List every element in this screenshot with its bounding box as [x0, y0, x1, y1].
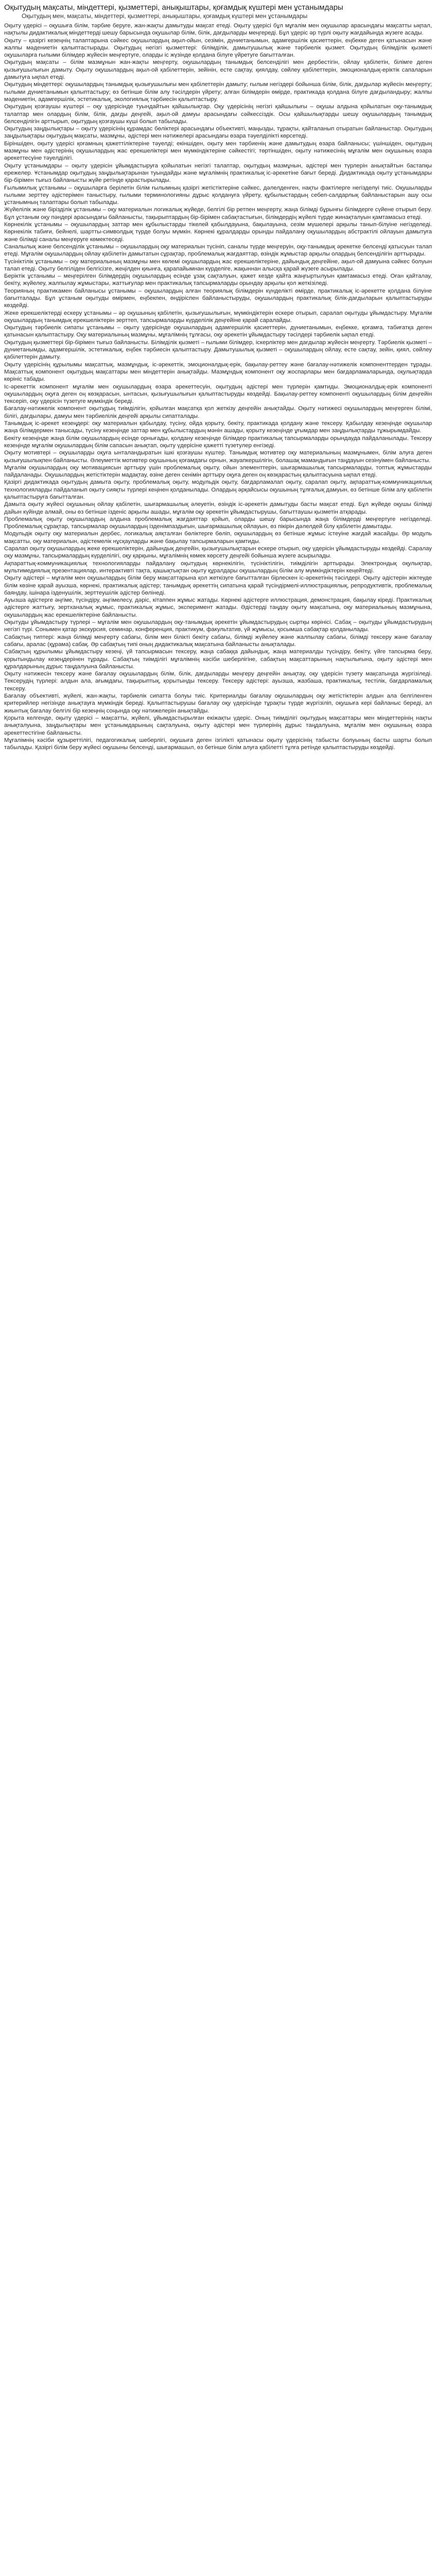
body-paragraph: Теорияның практикамен байланысы ұстанымы – оқушылардың алған теориялық білімдерін күнделікті өмірде, практикалық іс-әрекетте қолдана білуіне бағытталады. Бұл ұстаным оқытуды өмірмен, еңбекпен, өндіріспен байланыстыруды, оқушылардың практикалық білік-дағдыларын қалыптастыруды көздейді.	[4, 287, 432, 309]
body-paragraph: Модульдік оқыту оқу материалын дербес, логикалық аяқталған бөліктерге бөліп, оқушылардың өз бетінше жұмыс істеуіне жағдай жасайды. Әр модуль мақсатты, оқу материалын, әдістемелік нұсқауларды және бақылау тапсырмаларын қамтиды.	[4, 531, 432, 545]
body-paragraph: Саралап оқыту оқушылардың жеке ерекшеліктерін, дайындық деңгейін, қызығушылықтарын ескере отырып, оқу үдерісін ұйымдастыруды көздейді. Саралау оқу мазмұны, тапсырмалардың күрделілігі, оқу қарқыны, мұғалімнің көмек көрсету деңгейі бойынша жүзеге асырылады.	[4, 546, 432, 560]
body-paragraph: Ауызша әдістерге әңгіме, түсіндіру, әңгімелесу, дәріс, кітаппен жұмыс жатады. Көрнекі әдістерге иллюстрация, демонстрация, бақылау кіреді. Практикалық әдістерге жаттығу, зертханалық жұмыс, практикалық жұмыс, эксперимент жатады. Әдістерді таңдау оқыту мақсатына, оқу материалының мазмұнына, оқушылардың жас ерекшеліктеріне байланысты.	[4, 597, 432, 618]
body-paragraph: Оқытудың қозғаушы күштері – оқу үдерісінде туындайтын қайшылықтар. Оқу үдерісінің негізгі қайшылығы – оқушы алдына қойылатын оқу-танымдық талаптар мен олардың білім, білік, дағды деңгейі, ақыл-ой дамуы арасындағы сәйкессіздік. Осы қайшылықтарды шешу оқушылардың танымдық белсенділігін арттырып, оқытудың қозғаушы күші болып табылады.	[4, 104, 432, 125]
body-paragraph: Іс-әрекеттік компонент мұғалім мен оқушылардың өзара әрекеттесуін, оқытудың әдістері мен түрлерін қамтиды. Эмоционалдық-ерік компоненті оқушылардың оқуға деген оң көзқарасын, ынтасын, қызығушылығын қалыптастыруды көздейді. Бақылау-реттеу компоненті оқушылардың білім деңгейін тексеріп, оқу үдерісін түзетуге мүмкіндік береді.	[4, 383, 432, 405]
document-subtitle: Оқытудың мен, мақсаты, міндеттері, қызметтері, анықыштары, қоғамдық күштері мен ұстанымдары	[22, 12, 308, 20]
body-paragraph: Қорыта келгенде, оқыту үдерісі – мақсатты, жүйелі, ұйымдастырылған екіжақты үдеріс. Оның тиімділігі оқытудың мақсаттары мен міндеттерінің нақты анықталуына, заңдылықтары мен ұстанымдарының сақталуына, оқыту әдістері мен түрлерінің дұрыс таңдалуына, мұғалім мен оқушының өзара әрекеттестігіне байланысты.	[4, 715, 432, 736]
body-paragraph: Көрнекілік ұстанымы – оқушылардың заттар мен құбылыстарды тікелей қабылдауына, бақылауына, сезім мүшелері арқылы танып-білуіне негізделеді. Көрнекілік табиғи, бейнелі, шартты-символдық түрде болуы мүмкін. Көрнекі құралдарды орынды пайдалану оқушылардың абстрактілі ойлауын дамытуға және білімді саналы меңгеруге көмектеседі.	[4, 222, 432, 243]
body-paragraph: Оқыту мотивтері – оқушыларды оқуға ынталандыратын ішкі қозғаушы күштер. Танымдық мотивтер оқу материалының мазмұнымен, білім алуға деген қызығушылықпен байланысты. Әлеуметтік мотивтер оқушының қоғамдағы орнын, жауапкершілігін, болашақ мамандығын таңдауын сезінуімен байланысты.	[4, 450, 432, 464]
body-paragraph: Ақпараттық-коммуникациялық технологияларды пайдалану оқытудың көрнекілігін, түсініктілігін, тиімділігін арттырады. Электрондық оқулықтар, мультимедиялық презентациялар, интерактивті тақта, қашықтықтан оқыту құралдары оқушылардың білім алу мүмкіндіктерін кеңейтеді.	[4, 560, 432, 574]
body-paragraph: Бағалау объективті, жүйелі, жан-жақты, тәрбиелік сипатта болуы тиіс. Критериалды бағалау оқушылардың оқу жетістіктерін алдын ала белгіленген критерийлер негізінде анықтауға мүмкіндік береді. Қалыптастырушы бағалау оқу үдерісінде тұрақты түрде жүргізіліп, оқушыға кері байланыс береді, ал жиынтық бағалау белгілі бір кезеңнің соңында оқу нәтижелерін анықтайды.	[4, 693, 432, 714]
body-paragraph: Оқытудың тәрбиелік сипаты ұстанымы – оқыту үдерісінде оқушылардың адамгершілік қасиеттерін, дүниетанымын, еңбекке, қоғамға, табиғатқа деген қатынасын қалыптастыру. Оқу материалының мазмұны, мұғалімнің тұлғасы, оқу әрекетін ұйымдастыру тәсілдері тәрбиелік ықпал етеді.	[4, 325, 432, 338]
body-paragraph: Оқыту үдерісі – оқушыға білім, тәрбие беруге, жан-жақты дамытуды мақсат етеді. Оқыту үдерісі бұл мұғалім мен оқушылар арасындағы мақсатты ықпал, нақтылы дидактикалық міндеттерді шешу барысында оқушылар білім, білік, дағдыларды меңгереді. Бұл үдеріс әр түрлі оқыту жағдайында жүзеге асады.	[4, 23, 432, 37]
body-paragraph: Проблемалық оқыту оқушылардың алдына проблемалық жағдаяттар қойып, оларды шешу барысында жаңа білімдерді меңгертуге негізделеді. Проблемалық сұрақтар, тапсырмалар оқушылардың ізденімпаздығын, шығармашылық ойлауын, өз пікірін дәлелдей білу қабілетін дамытады.	[4, 516, 432, 530]
body-paragraph: Оқытудың заңдылықтары – оқыту үдерісінің құрамдас бөліктері арасындағы объективті, маңызды, тұрақты, қайталанып отыратын байланыстар. Оқытудың заңдылықтары оқытудың мақсаты, мазмұны, әдістері мен нәтижелері арасындағы өзара тәуелділікті көрсетеді.	[4, 126, 432, 140]
body-paragraph: Қазіргі дидактикада оқытудың дамыта оқыту, проблемалық оқыту, модульдік оқыту, бағдарламалап оқыту, саралап оқыту, ақпараттық-коммуникациялық технологияларды пайдаланып оқыту сияқты түрлері кеңінен қолданылады. Олардың әрқайсысы оқушының тұлғалық дамуын, өз бетінше білім алу қабілетін қалыптастыруға бағытталған.	[4, 479, 432, 500]
body-paragraph: Оқытуды ұйымдастыру түрлері – мұғалім мен оқушылардың оқу-танымдық әрекетін ұйымдастырудың сыртқы көрінісі. Сабақ – оқытуды ұйымдастырудың негізгі түрі. Сонымен қатар экскурсия, семинар, конференция, практикум, факультатив, үй жұмысы, қосымша сабақтар қолданылады.	[4, 619, 432, 633]
body-paragraph: Сабақтың типтері: жаңа білімді меңгерту сабағы, білім мен білікті бекіту сабағы, білімді жүйелеу және жалпылау сабағы, білімді тексеру және бағалау сабағы, аралас (құрама) сабақ. Әр сабақтың типі оның дидактикалық мақсатына байланысты анықталады.	[4, 634, 432, 648]
body-paragraph: Оқыту әдістері – мұғалім мен оқушылардың білім беру мақсаттарына қол жеткізуге бағытталған бірлескен іс-әрекетінің тәсілдері. Оқыту әдістерін жіктеуде білім көзіне қарай ауызша, көрнекі, практикалық әдістер; танымдық әрекеттің сипатына қарай түсіндірмелі-иллюстрациялық, репродуктивтік, проблемалық баяндау, ішінара ізденушілік, зерттеушілік әдістер бөлінеді.	[4, 575, 432, 596]
body-paragraph: Жеке ерекшеліктерді ескеру ұстанымы – әр оқушының қабілетін, қызығушылығын, мүмкіндіктерін ескере отырып, саралап оқытуды ұйымдастыру. Мұғалім оқушылардың танымдық ерекшеліктерін зерттеп, тапсырмаларды күрделілік деңгейіне қарай саралайды.	[4, 310, 432, 324]
body-paragraph: Оқыту – қазіргі кезеңнің талаптарына сәйкес оқушылардың ақыл-ойын, сезімін, дүниетанымын, адамгершілік қасиеттерін, еңбекке деген қатынасын және жалпы мәдениетін қалыптастырады. Оқытудың негізгі қызметтері: білімділік, дамытушылық және тәрбиелік қызмет. Оқытудың білімділік қызметі оқушыларға ғылыми білімдер жүйесін меңгертуге, оларды іс жүзінде қолдана білуге үйретуге бағытталған.	[4, 37, 432, 59]
body-paragraph: Мұғалімнің кәсіби құзыреттілігі, педагогикалық шеберлігі, оқушыға деген ізгілікті қатынасы оқыту үдерісінің табысты болуының басты шарты болып табылады. Қазіргі білім беру жүйесі оқушыны белсенді, шығармашыл, өз бетінше білім алуға қабілетті тұлға ретінде қалыптастыруды көздейді.	[4, 737, 432, 751]
body-paragraph: Біріншіден, оқыту үдерісі қоғамның қажеттіліктеріне тәуелді; екіншіден, оқыту мен тәрбиенің және дамытудың өзара байланысы; үшіншіден, оқытудың мазмұны мен әдістерінің оқушылардың жас ерекшеліктері мен мүмкіндіктеріне сәйкестігі; төртіншіден, оқыту нәтижесінің мұғалім мен оқушының өзара әрекеттесуіне тәуелділігі.	[4, 140, 432, 162]
body-paragraph: Беріктік ұстанымы – меңгерілген білімдердің оқушылардың есінде ұзақ сақталуын, қажет кезде қайта жаңғыртылуын қамтамасыз етеді. Оған қайталау, бекіту, жүйелеу, жалпылау жұмыстары, жаттығулар мен практикалық тапсырмаларды орындау арқылы қол жеткізіледі.	[4, 273, 432, 287]
body-paragraph: Оқыту нәтижесін тексеру және бағалау оқушылардың білім, білік, дағдыларды меңгеру деңгейін анықтау, оқу үдерісін түзету мақсатында жүргізіледі. Тексерудің түрлері: алдын ала, ағымдағы, тақырыптық, қорытынды тексеру. Тексеру әдістері: ауызша, жазбаша, практикалық, тестілік, бағдарламалық тексеру.	[4, 671, 432, 692]
body-paragraph: Танымдық іс-әрекет кезеңдері: оқу материалын қабылдау, түсіну, ойда қорыту, бекіту, практикада қолдану және тексеру. Қабылдау кезеңінде оқушылар жаңа білімдермен танысады, түсіну кезеңінде заттар мен құбылыстардың мәнін ашады, қорыту кезеңінде ұғымдар мен заңдылықтарды тұжырымдайды.	[4, 420, 432, 434]
body-paragraph: Дамыта оқыту жүйесі оқушының ойлау қабілетін, шығармашылық әлеуетін, өзіндік іс-әрекетін дамытуды басты мақсат етеді. Бұл жүйеде оқушы білімді дайын күйінде алмай, оны өз бетінше ізденіс арқылы ашады, мұғалім оқу әрекетін ұйымдастырушы, бағыттаушы қызметін атқарады.	[4, 501, 432, 515]
body-paragraph: Жүйелілік және бірізділік ұстанымы – оқу материалын логикалық жүйеде, белгілі бір ретпен меңгерту, жаңа білімді бұрынғы білімдерге сүйене отырып беру. Бұл ұстаным оқу пәндері арасындағы байланысты, тақырыптардың бір-бірімен сабақтастығын, білімдердің жүйелі түрде жинақталуын қамтамасыз етеді.	[4, 207, 432, 221]
document-body	[4, 22, 432, 751]
body-paragraph: Оқыту ұстанымдары – оқыту үдерісін ұйымдастыруға қойылатын негізгі талаптар, оқытудың мазмұнын, әдістері мен түрлерін анықтайтын бастапқы ережелер. Ұстанымдар оқытудың заңдылықтарынан туындайды және мұғалімнің практикалық іс-әрекетіне бағыт береді. Дидактикада оқыту ұстанымдары бір-бірімен тығыз байланысты жүйе ретінде қарастырылады.	[4, 162, 432, 184]
body-paragraph: Бекіту кезеңінде жаңа білім оқушылардың есінде орнығады, қолдану кезеңінде білімдер практикалық тапсырмаларды орындауда пайдаланылады. Тексеру кезеңінде мұғалім оқушылардың білім сапасын анықтап, оқыту үдерісіне қажетті түзетулер енгізеді.	[4, 435, 432, 449]
body-paragraph: Оқыту үдерісінің құрылымы мақсаттық, мазмұндық, іс-әрекеттік, эмоционалдық-ерік, бақылау-реттеу және бағалау-нәтижелік компоненттерден тұрады. Мақсаттық компонент оқытудың мақсаттары мен міндеттерін анықтайды. Мазмұндық компонент оқу жоспарлары мен бағдарламаларында, оқулықтарда көрініс табады.	[4, 361, 432, 383]
body-paragraph: Мұғалім оқушылардың оқу мотивациясын арттыру үшін проблемалық оқыту, ойын элементтерін, шығармашылық тапсырмаларды, топтық жұмыстарды пайдаланады. Оқушылардың жетістіктерін мадақтау, өзіне деген сенімін арттыру оқуға деген оң көзқарастың қалыптасуына ықпал етеді.	[4, 464, 432, 479]
body-paragraph: Сабақтың құрылымы ұйымдастыру кезеңі, үй тапсырмасын тексеру, жаңа сабаққа дайындық, жаңа материалды түсіндіру, бекіту, үйге тапсырма беру, қорытындылау кезеңдерінен тұрады. Сабақтың тиімділігі мұғалімнің кәсіби шеберлігіне, сабақтың мақсаттарының нақтылығына, оқыту әдістері мен құралдарының дұрыс таңдалуына байланысты.	[4, 649, 432, 670]
body-paragraph: Оқытудың міндеттері: оқушылардың танымдық қызығушылығы мен қабілеттерін дамыту; ғылым негіздері бойынша білім, білік, дағдылар жүйесін меңгерту; ғылыми дүниетанымын қалыптастыру; өз бетінше білім алу тәсілдерін үйрету; алған білімдерін өмірде, практикада қолдана білуге дағдыландыру; жалпы мәдениетін, адамгершілік, эстетикалық, экологиялық тәрбиесін қалыптастыру.	[4, 81, 432, 103]
body-paragraph: Оқытудың қызметтері бір-бірімен тығыз байланысты. Білімділік қызметі – ғылыми білімдер, іскерліктер мен дағдылар жүйесін меңгерту. Тәрбиелік қызметі – дүниетанымды, адамгершілік, эстетикалық, еңбек тәрбиесін қалыптастыру. Дамытушылық қызметі – оқушылардың ойлау, есте сақтау, зейін, қиял, сөйлеу қабілеттерін дамыту.	[4, 339, 432, 361]
body-paragraph: Саналылық және белсенділік ұстанымы – оқушылардың оқу материалын түсініп, саналы түрде меңгеруін, оқу-танымдық әрекетке белсенді қатысуын талап етеді. Мұғалім оқушылардың ойлау қабілетін дамытатын сұрақтар, проблемалық жағдаяттар, өзіндік жұмыстар арқылы олардың белсенділігін арттырады.	[4, 243, 432, 258]
document-title: Оқытудың мақсаты, міндеттері, қызметтері, анықыштары, қоғамдық күштері мен ұстанымдары	[4, 3, 343, 12]
body-paragraph: Ғылымилық ұстанымы – оқушыларға берілетін білім ғылымның қазіргі жетістіктеріне сәйкес, дәлелденген, нақты фактілерге негізделуі тиіс. Оқушыларды ғылыми зерттеу әдістерімен таныстыру, ғылыми терминологияны дұрыс қолдануға үйрету, құбылыстардың себеп-салдарлық байланыстарын ашу осы ұстанымның талаптары болып табылады.	[4, 184, 432, 206]
body-paragraph: Түсініктілік ұстанымы – оқу материалының мазмұны мен көлемі оқушылардың жас ерекшеліктеріне, дайындық деңгейіне, ақыл-ой дамуына сәйкес болуын талап етеді. Оқыту белгіліден белгісізге, жеңілден қиынға, қарапайымнан күрделіге, жақыннан алысқа қарай жүзеге асырылады.	[4, 258, 432, 272]
body-paragraph: Оқытудың мақсаты – білім мазмұнын жан-жақты меңгерту, оқушылардың танымдық белсенділігі мен дербестігін, ойлау қабілетін, білімге деген қызығушылығын дамыту. Оқыту оқушылардың ақыл-ой қабілеттерін, зейінін, есте сақтау, қиялдау, сөйлеу қабілеттерін, эмоционалдық-еріктік сапаларын дамытуға ықпал етеді.	[4, 59, 432, 81]
body-paragraph: Бағалау-нәтижелік компонент оқытудың тиімділігін, қойылған мақсатқа қол жеткізу деңгейін анықтайды. Оқыту нәтижесі оқушылардың меңгерген білімі, білігі, дағдылары, дамуы мен тәрбиелілік деңгейі арқылы сипатталады.	[4, 405, 432, 419]
